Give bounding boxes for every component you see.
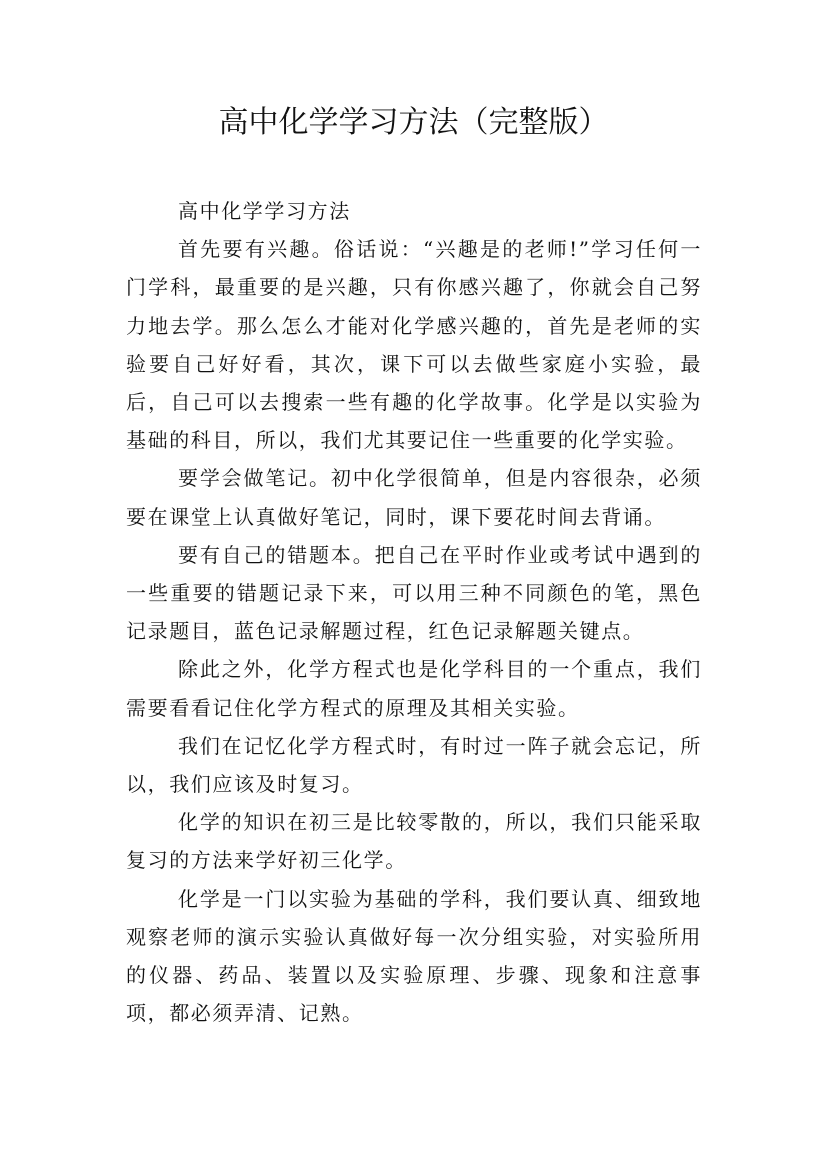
paragraph-equations: 除此之外，化学方程式也是化学科目的一个重点，我们需要看看记住化学方程式的原理及其相关实验。 [126,657,702,720]
paragraph-experiments: 化学是一门以实验为基础的学科，我们要认真、细致地观察老师的演示实验认真做好每一次分组实验，对实验所用的仪器、药品、装置以及实验原理、步骤、现象和注意事项，都必须弄清、记熟。 [126,886,702,1026]
paragraph-interest: 首先要有兴趣。俗话说：“兴趣是的老师!”学习任何一门学科，最重要的是兴趣，只有你感兴趣了，你就会自己努力地去学。那么怎么才能对化学感兴趣的，首先是老师的实验要自己好好看，其次，课下可以去做些家庭小实验，最后，自己可以去搜索一些有趣的化学故事。化学是以实验为基础的科目，所以，我们尤其要记住一些重要的化学实验。 [126,237,702,453]
paragraph-subtitle: 高中化学学习方法 [178,199,351,223]
paragraph-error-book: 要有自己的错题本。把自己在平时作业或考试中遇到的一些重要的错题记录下来，可以用三种不同颜色的笔，黑色记录题目，蓝色记录解题过程，红色记录解题关键点。 [126,542,702,644]
document-title: 高中化学学习方法（完整版） [218,105,609,140]
document-body [126,192,702,1032]
paragraph-scattered-knowledge: 化学的知识在初三是比较零散的，所以，我们只能采取复习的方法来学好初三化学。 [126,810,702,873]
paragraph-review: 我们在记忆化学方程式时，有时过一阵子就会忘记，所以，我们应该及时复习。 [126,733,702,797]
paragraph-notes: 要学会做笔记。初中化学很简单，但是内容很杂，必须要在课堂上认真做好笔记，同时，课下要花时间去背诵。 [126,466,702,529]
